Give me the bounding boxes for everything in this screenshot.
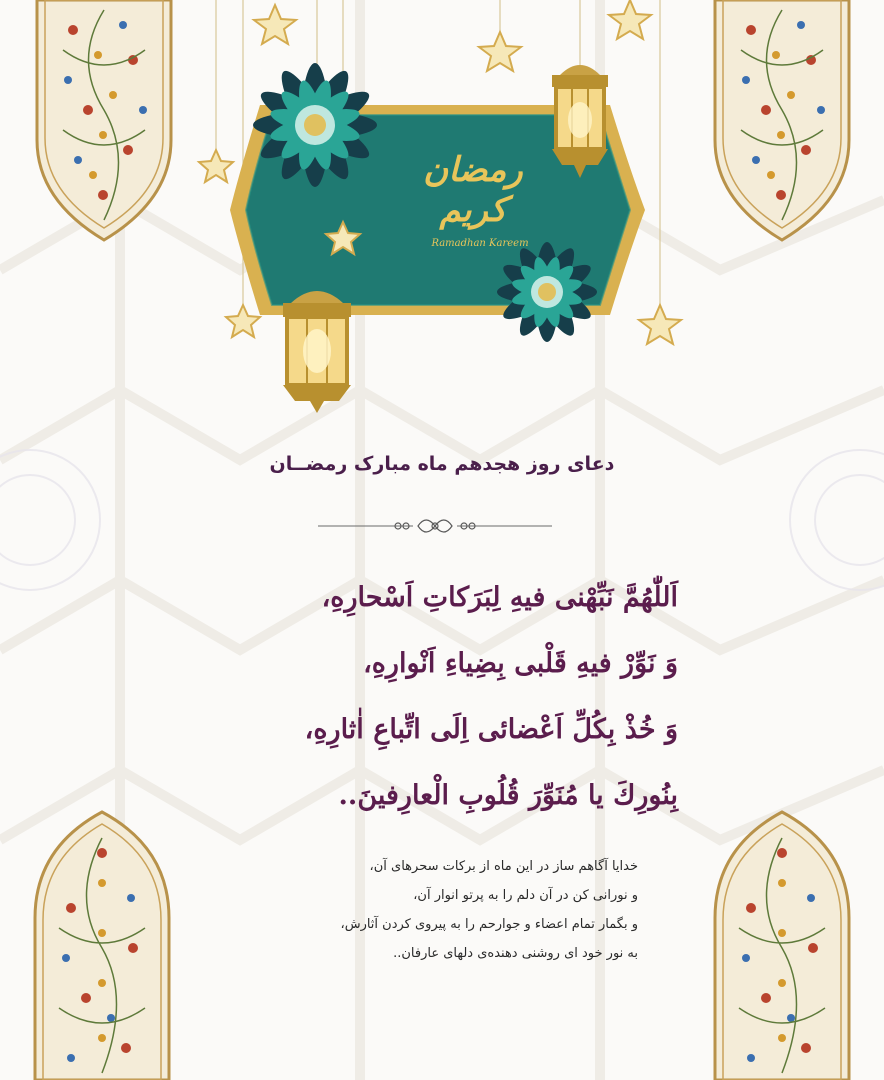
translation-line: خدایا آگاهم ساز در این ماه از برکات سحرهای آن، bbox=[369, 859, 638, 874]
page-title: دعای روز هجدهم ماه مبارک رمضــان bbox=[269, 453, 615, 475]
prayer-line: وَ خُذْ بِكُلِّ اَعْضائى اِلَى اتِّباعِ اٰثارِهِ، bbox=[304, 714, 678, 745]
prayer-line: بِنُورِكَ يا مُنَوِّرَ قُلُوبِ الْعارِفينَ.. bbox=[338, 780, 678, 811]
translation-line: و بگمار تمام اعضاء و جوارحم را به پیروی کردن آثارش، bbox=[340, 917, 638, 932]
ornament-panel-bottom-right bbox=[711, 808, 853, 1080]
ornament-panel-top-right bbox=[711, 0, 853, 245]
translation-line: و نورانی کن در آن دلم را به پرتو انوار آن، bbox=[413, 888, 638, 903]
persian-translation bbox=[240, 852, 638, 968]
ramadan-kareem-logo: رمضان کریم bbox=[423, 150, 523, 230]
prayer-text bbox=[230, 565, 678, 829]
prayer-line: وَ نَوِّرْ فيهِ قَلْبى بِضِياءِ اَنْوارِهِ، bbox=[363, 648, 678, 679]
ornamental-divider bbox=[318, 512, 552, 540]
ornament-panel-top-left bbox=[33, 0, 175, 245]
translation-line: به نور خود ای روشنی دهنده‌ی دلهای عارفان.. bbox=[393, 946, 638, 961]
prayer-line: اَللّٰهُمَّ نَبِّهْنى فيهِ لِبَرَكاتِ اَسْحارِهِ، bbox=[321, 582, 678, 613]
ornament-panel-bottom-left bbox=[31, 808, 173, 1080]
ramadan-kareem-latin: Ramadhan Kareem bbox=[431, 238, 529, 249]
